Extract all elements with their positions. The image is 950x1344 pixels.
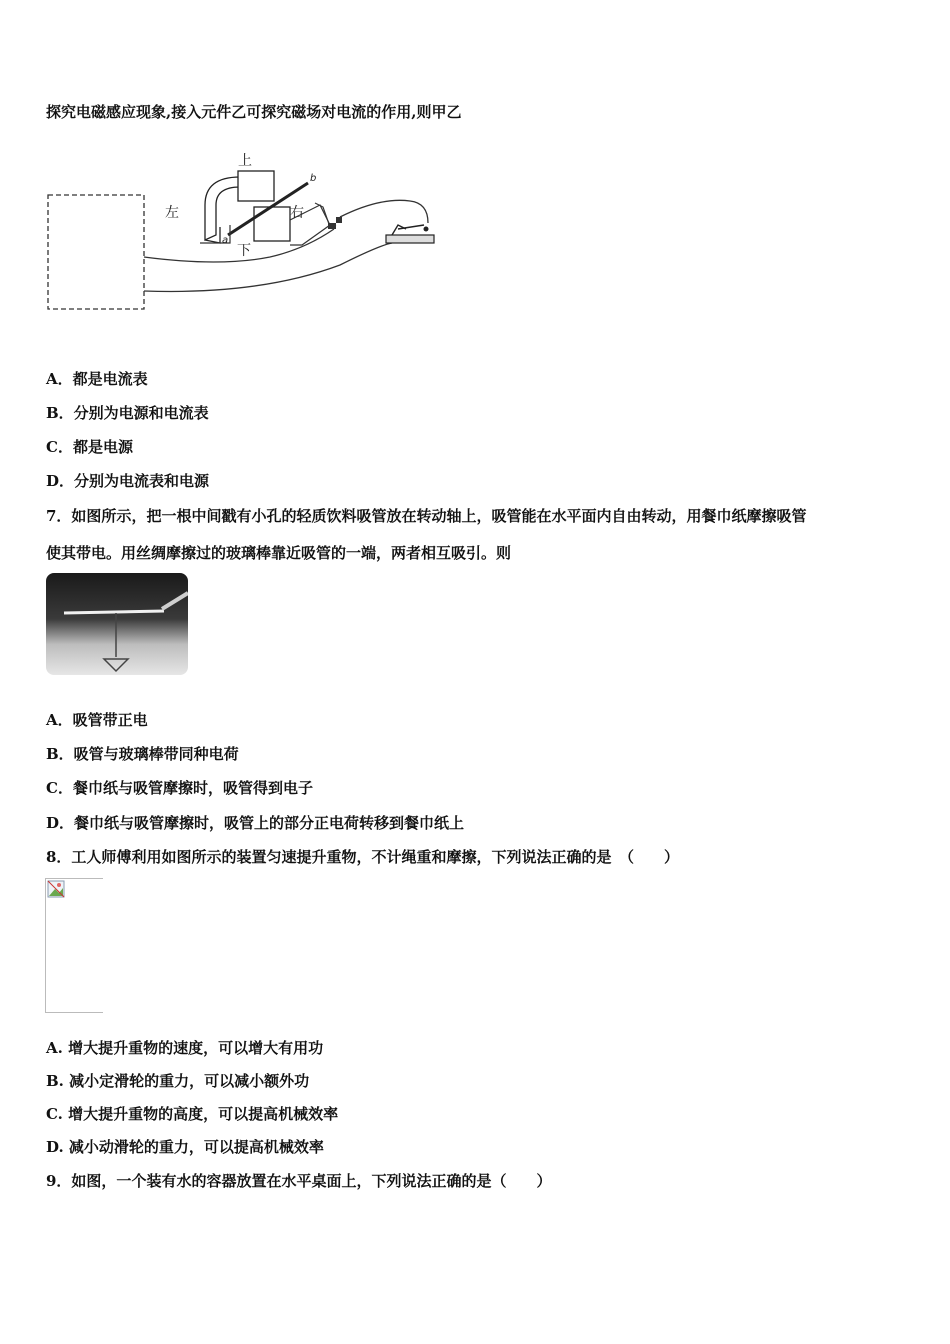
q8-question: 8．工人师傅利用如图所示的装置匀速提升重物，不计绳重和摩擦，下列说法正确的是 （ ） [46, 848, 679, 866]
broken-image-icon [48, 881, 64, 897]
q9-question: 9．如图，一个装有水的容器放置在水平桌面上，下列说法正确的是（ ） [46, 1172, 552, 1190]
q7-question-line2: 使其带电。用丝绸摩擦过的玻璃棒靠近吸管的一端，两者相互吸引。则 [46, 544, 512, 562]
q8-option-b: B. 减小定滑轮的重力，可以减小额外功 [46, 1072, 310, 1090]
label-a: a [222, 235, 229, 246]
intro-text: 探究电磁感应现象,接入元件乙可探究磁场对电流的作用,则甲乙 [46, 103, 462, 121]
q6-option-c: C．都是电源 [46, 438, 133, 456]
q8-option-d: D. 减小动滑轮的重力，可以提高机械效率 [46, 1138, 324, 1156]
label-b: b [310, 173, 317, 184]
q8-option-a: A. 增大提升重物的速度，可以增大有用功 [46, 1039, 324, 1057]
q6-option-a: A．都是电流表 [46, 370, 148, 388]
q6-option-b: B．分别为电源和电流表 [46, 404, 209, 422]
label-bottom: 下 [237, 243, 251, 259]
label-right: 右 [290, 205, 304, 221]
q8-option-c: C. 增大提升重物的高度，可以提高机械效率 [46, 1105, 339, 1123]
q7-option-b: B．吸管与玻璃棒带同种电荷 [46, 745, 239, 763]
label-top: 上 [238, 153, 252, 169]
q7-option-c: C．餐巾纸与吸管摩擦时，吸管得到电子 [46, 779, 313, 797]
q7-option-d: D．餐巾纸与吸管摩擦时，吸管上的部分正电荷转移到餐巾纸上 [46, 814, 465, 832]
q7-option-a: A．吸管带正电 [46, 711, 148, 729]
electromagnet-figure [40, 145, 460, 320]
label-left: 左 [165, 205, 179, 221]
straw-photo-figure [46, 573, 188, 675]
q7-question-line1: 7．如图所示，把一根中间戳有小孔的轻质饮料吸管放在转动轴上，吸管能在水平面内自由转动，用餐巾纸摩擦吸管 [46, 507, 807, 525]
q6-option-d: D．分别为电流表和电源 [46, 472, 210, 490]
broken-image-placeholder [45, 878, 103, 1013]
